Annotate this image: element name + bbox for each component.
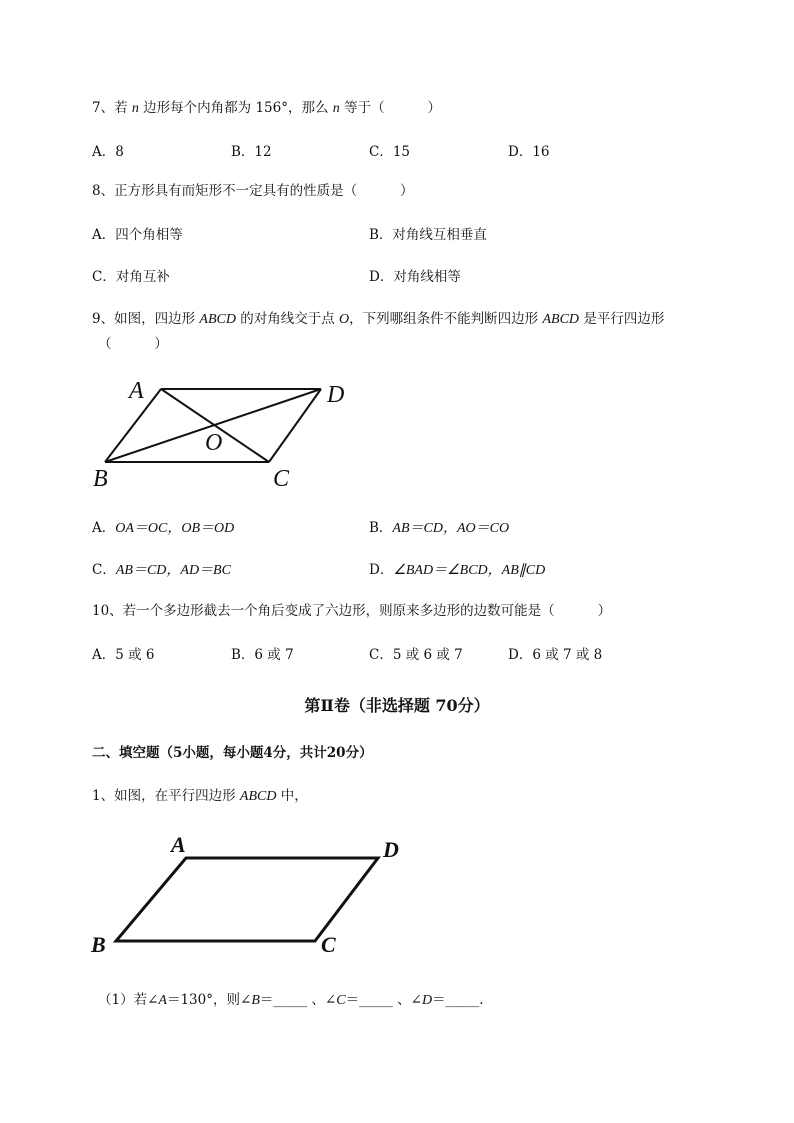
q7-text-post: 等于（ ） — [339, 100, 442, 116]
q9-edge-cd — [269, 389, 321, 462]
q9-text-mid1: 的对角线交于点 — [235, 311, 340, 327]
q7-option-a: A．8 — [92, 144, 124, 160]
q10-option-d: D．6 或 7 或 8 — [508, 647, 603, 663]
q9-option-d-letter: D． — [369, 562, 394, 578]
fill1-sub1-var-a: A — [158, 993, 167, 1008]
q8-option-d: D．对角线相等 — [369, 269, 461, 285]
q10-option-c: C．5 或 6 或 7 — [369, 647, 463, 663]
q9-label-a: A — [129, 378, 144, 404]
question-8-stem: 8、正方形具有而矩形不一定具有的性质是（ ） — [92, 183, 414, 199]
question-10-stem: 10、若一个多边形截去一个角后变成了六边形，则原来多边形的边数可能是（ ） — [92, 603, 612, 619]
fill1-parallelogram-shape — [116, 858, 378, 941]
q9-label-c: C — [273, 466, 290, 492]
q8-option-b: B．对角线互相垂直 — [369, 227, 487, 243]
fill1-label-a: A — [171, 832, 186, 857]
q7-text-mid: 边形每个内角都为 156°，那么 — [138, 100, 333, 116]
q8-option-a: A．四个角相等 — [92, 227, 183, 243]
q10-option-a: A．5 或 6 — [92, 647, 155, 663]
q9-answer-blank: （ ） — [98, 336, 168, 352]
fill1-sub1-var-d: D — [421, 993, 433, 1008]
fill1-sub1-var-c: C — [336, 993, 346, 1008]
q7-var-n2: n — [332, 101, 340, 116]
fill1-sub1-blank-c: ＝_____ 、∠ — [345, 992, 422, 1008]
q9-label-o: O — [205, 430, 223, 456]
fill-1-stem — [92, 787, 308, 806]
fill1-label-b: B — [91, 932, 106, 957]
q9-option-b-expr: AB＝CD，AO＝CO — [392, 521, 510, 536]
q9-option-b — [369, 519, 509, 538]
q9-label-d: D — [327, 382, 345, 408]
q9-option-b-letter: B． — [369, 520, 393, 536]
question-7-stem — [92, 99, 441, 118]
fill1-label-c: C — [321, 932, 336, 957]
fill1-sub1-mid: ＝130°，则∠ — [166, 992, 252, 1008]
section-2-heading: 二、填空题（5小题，每小题4分，共计20分） — [92, 745, 373, 761]
q9-var-abcd: ABCD — [199, 312, 236, 327]
q9-option-d — [369, 561, 545, 580]
q7-option-c: C．15 — [369, 144, 411, 160]
q7-text-pre: 7、若 — [92, 100, 132, 116]
q9-option-d-expr: ∠BAD＝∠BCD，AB∥CD — [393, 563, 546, 578]
q9-option-a-expr: OA＝OC，OB＝OD — [115, 521, 235, 536]
fill1-var-abcd: ABCD — [239, 789, 277, 804]
q9-text-post: 是平行四边形 — [579, 311, 665, 327]
fill1-figure-parallelogram — [85, 830, 415, 960]
q9-label-b: B — [93, 466, 108, 492]
fill1-sub1-prefix: （1）若∠ — [98, 992, 159, 1008]
q7-option-b: B．12 — [231, 144, 272, 160]
q7-option-d: D．16 — [508, 144, 550, 160]
q9-var-abcd-2: ABCD — [542, 312, 580, 327]
section-2-title: 第Ⅱ卷（非选择题 70分） — [304, 696, 490, 715]
q9-option-c-letter: C． — [92, 562, 116, 578]
q9-option-a-letter: A． — [92, 520, 116, 536]
q9-option-c-expr: AB＝CD，AD＝BC — [115, 563, 231, 578]
q9-text-pre: 9、如图，四边形 — [92, 311, 200, 327]
q9-var-o: O — [339, 312, 350, 327]
fill1-label-d: D — [383, 837, 399, 862]
fill1-text-pre: 1、如图，在平行四边形 — [92, 788, 240, 804]
question-9-stem — [92, 310, 664, 329]
q9-option-c — [92, 561, 231, 580]
q9-option-a — [92, 519, 234, 538]
q10-option-b: B．6 或 7 — [231, 647, 294, 663]
q8-option-c: C．对角互补 — [92, 269, 170, 285]
q9-text-mid2: ，下列哪组条件不能判断四边形 — [349, 311, 543, 327]
q9-figure-parallelogram — [85, 372, 365, 497]
q7-var-n: n — [131, 101, 139, 116]
fill1-subquestion-1 — [98, 991, 484, 1010]
fill1-text-post: 中， — [276, 788, 308, 804]
fill1-sub1-blank-b: ＝_____ 、∠ — [259, 992, 337, 1008]
fill1-sub1-var-b: B — [251, 993, 260, 1008]
fill1-sub1-blank-d: ＝_____. — [432, 992, 484, 1008]
